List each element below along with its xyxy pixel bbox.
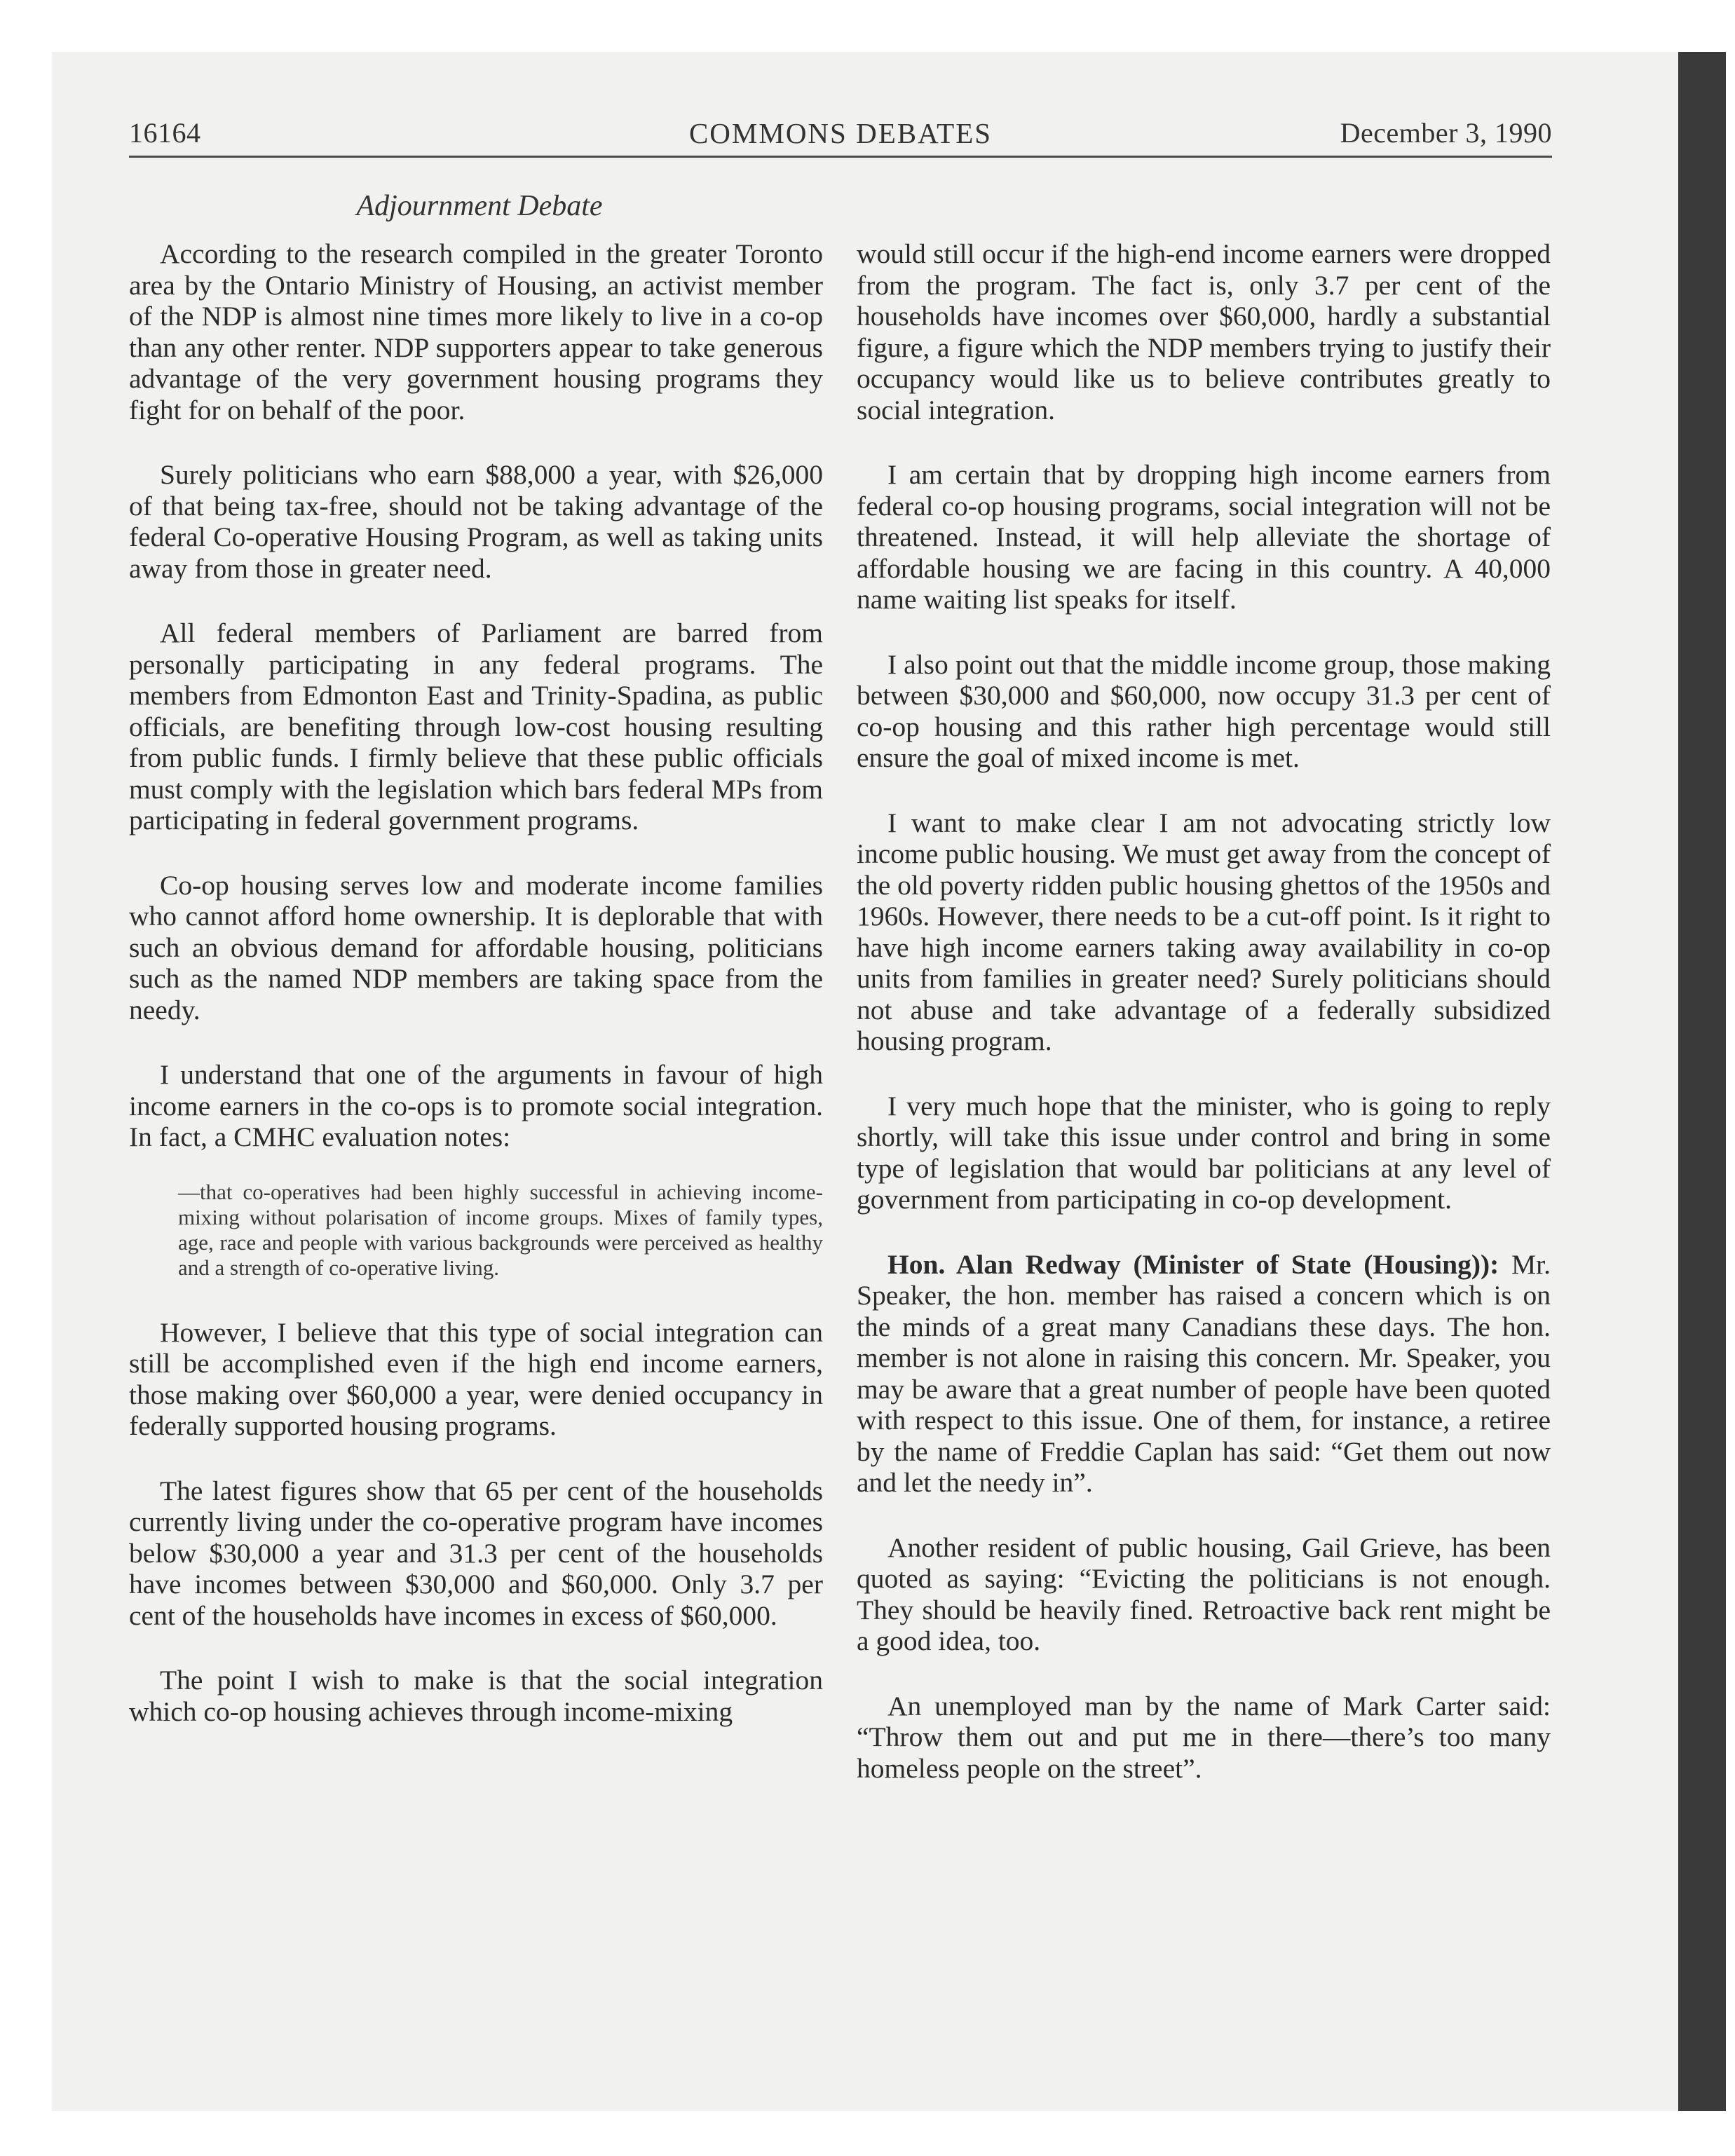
- right-column: [857, 238, 1551, 1817]
- paragraph: All federal members of Parliament are barred from personally participating in any federal programs. The members from Edmonton East and Trinity-Spadina, as public officials, are benefiting through low-cost housing resulting from public funds. I firmly believe that these public officials must comply with the legislation which bars federal MPs from participating in federal government programs.: [129, 618, 823, 835]
- paragraph: I want to make clear I am not advocating strictly low income public housing. We must get away from the concept of the old poverty ridden public housing ghettos of the 1950s and 1960s. However, there needs to be a cut-off point. Is it right to have high income earners taking away availability in co-op units from families in greater need? Surely politicians should not abuse and take advantage of a federally subsidized housing program.: [857, 807, 1551, 1056]
- paragraph: I also point out that the middle income group, those making between $30,000 and $60,000, now occupy 31.3 per cent of co-op housing and this rather high percentage would still ensure the goal of mixed income is met.: [857, 648, 1551, 773]
- paragraph: Surely politicians who earn $88,000 a year, with $26,000 of that being tax-free, should not be taking advantage of the federal Co-operative Housing Program, as well as taking units away from those in greater need.: [129, 459, 823, 584]
- paragraph-continued: would still occur if the high-end income earners were dropped from the program. The fact is, only 3.7 per cent of the households have incomes over $60,000, hardly a substantial figure, a figure which the NDP members trying to justify their occupancy would like us to believe contributes greatly to social integration.: [857, 238, 1551, 425]
- speaker-name: Hon. Alan Redway (Minister of State (Housing)):: [887, 1248, 1499, 1280]
- page-number: 16164: [129, 117, 201, 149]
- speech-text: Mr. Speaker, the hon. member has raised a concern which is on the minds of a great many Canadians these days. The hon. member is not alone in raising this concern. Mr. Speaker, you may be aware that a great number of people have been quoted with respect to this issue. One of them, for instance, a retiree by the name of Freddie Caplan has said: “Get them out now and let the needy in”.: [857, 1248, 1551, 1498]
- page-header: [129, 116, 1552, 158]
- paragraph: The point I wish to make is that the social integration which co-op housing achieves through income-mixing: [129, 1665, 823, 1727]
- paragraph: However, I believe that this type of social integration can still be accomplished even if the high end income earners, those making over $60,000 a year, were denied occupancy in federally supported housing programs.: [129, 1316, 823, 1441]
- speech-paragraph: [857, 1249, 1551, 1499]
- paragraph: I very much hope that the minister, who is going to reply shortly, will take this issue under control and bring in some type of legislation that would bar politicians at any level of government from participating in co-op development.: [857, 1090, 1551, 1215]
- section-title: Adjournment Debate: [356, 190, 603, 222]
- paragraph: According to the research compiled in the greater Toronto area by the Ontario Ministry of Housing, an activist member of the NDP is almost nine times more likely to live in a co-op than any other renter. NDP supporters appear to take generous advantage of the very government housing programs they fight for on behalf of the poor.: [129, 238, 823, 425]
- paragraph: I am certain that by dropping high income earners from federal co-op housing programs, social integration will not be threatened. Instead, it will help alleviate the shortage of affordable housing we are facing in this country. A 40,000 name waiting list speaks for itself.: [857, 459, 1551, 615]
- paragraph: Co-op housing serves low and moderate income families who cannot afford home ownership. It is deplorable that with such an obvious demand for affordable housing, politicians such as the named NDP members are taking space from the needy.: [129, 869, 823, 1025]
- left-column: [129, 238, 823, 1761]
- scan-edge-shadow: [1678, 52, 1726, 2111]
- publication-date: December 3, 1990: [1340, 117, 1552, 149]
- paragraph: The latest figures show that 65 per cent of the households currently living under the co-operative program have incomes below $30,000 a year and 31.3 per cent of the households have incomes between $30,000 and $60,000. Only 3.7 per cent of the households have incomes in excess of $60,000.: [129, 1475, 823, 1631]
- paragraph: Another resident of public housing, Gail Grieve, has been quoted as saying: “Evicting the politicians is not enough. They should be heavily fined. Retroactive back rent might be a good idea, too.: [857, 1531, 1551, 1656]
- block-quote: —that co-operatives had been highly successful in achieving income-mixing without polarisation of income groups. Mixes of family types, age, race and people with various backgrounds were perceived as healthy and a strength of co-operative living.: [178, 1179, 823, 1280]
- paragraph: I understand that one of the arguments in favour of high income earners in the co-ops is to promote social integration. In fact, a CMHC evaluation notes:: [129, 1059, 823, 1152]
- publication-title: COMMONS DEBATES: [688, 117, 993, 149]
- paragraph: An unemployed man by the name of Mark Carter said: “Throw them out and put me in there—there’s too many homeless people on the street”.: [857, 1690, 1551, 1784]
